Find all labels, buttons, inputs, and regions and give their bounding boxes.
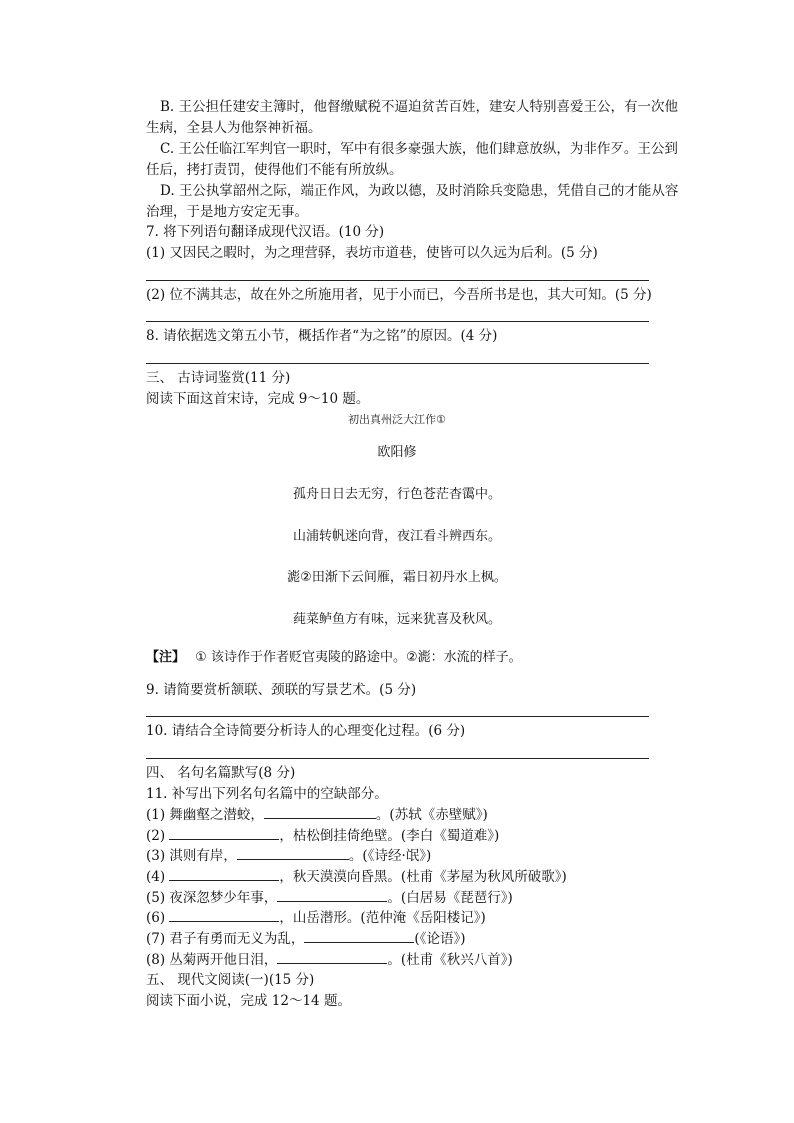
question-11: 11. 补写出下列名句名篇中的空缺部分。: [146, 786, 388, 802]
question-7-sentence-1: (1) 又因民之暇时，为之理营驿，表坊市道巷，使皆可以久远为后利。(5 分): [146, 245, 598, 261]
fill-blank[interactable]: [264, 804, 376, 819]
section-5-intro: 阅读下面小说，完成 12～14 题。: [146, 993, 351, 1009]
option-c-line1: C. 王公任临江军判官一职时，军中有很多豪强大族，他们肆意放纵，为非作歹。王公到: [160, 141, 678, 157]
section-4-heading: 四、 名句名篇默写(8 分): [146, 765, 296, 781]
fill-item-3: [146, 845, 431, 866]
fill-blank[interactable]: [277, 949, 387, 964]
fill-item-suffix: 。(苏轼《赤壁赋》): [375, 807, 488, 823]
question-8: 8. 请依据选文第五小节，概括作者“为之铭”的原因。(4 分): [146, 328, 498, 344]
answer-line: [146, 716, 649, 717]
fill-item-4: [146, 866, 567, 887]
fill-item-prefix: (3) 淇则有岸，: [146, 848, 237, 864]
fill-item-prefix: (5) 夜深忽梦少年事，: [146, 890, 278, 906]
fill-item-prefix: (7) 君子有勇而无义为乱，: [146, 931, 305, 947]
poem-note: [146, 648, 522, 668]
fill-item-prefix: (2): [146, 828, 170, 844]
option-c-line2: 任后，拷打责罚，使得他们不能有所放纵。: [146, 162, 403, 178]
fill-item-suffix: ，秋天漠漠向昏黑。(杜甫《茅屋为秋风所破歌》): [279, 869, 567, 885]
poem-author: 欧阳修: [377, 445, 417, 460]
section-3-heading: 三、 古诗词鉴赏(11 分): [146, 370, 291, 386]
fill-item-1: [146, 804, 488, 825]
fill-item-suffix: 。(《诗经·氓》): [348, 848, 432, 864]
fill-blank[interactable]: [169, 907, 279, 922]
answer-line: [146, 321, 649, 322]
question-7-title: 7. 将下列语句翻译成现代汉语。(10 分): [146, 224, 385, 240]
note-text: ① 该诗作于作者贬官夷陵的路途中。②滮：水流的样子。: [195, 650, 522, 665]
answer-line: [146, 758, 649, 759]
answer-line: [146, 280, 649, 281]
section-5-heading: 五、 现代文阅读(一)(15 分): [146, 972, 315, 988]
fill-item-suffix: ，枯松倒挂倚绝壁。(李白《蜀道难》): [279, 828, 500, 844]
poem-line-3: 滮②田渐下云间雁，霜日初丹水上枫。: [287, 570, 507, 585]
fill-blank[interactable]: [304, 928, 414, 943]
question-9: 9. 请简要赏析颔联、颈联的写景艺术。(5 分): [146, 682, 417, 698]
fill-item-8: [146, 949, 513, 970]
poem-line-4: 莼菜鲈鱼方有味，远来犹喜及秋风。: [292, 612, 501, 627]
poem-line-1: 孤舟日日去无穷，行色苍茫杳霭中。: [292, 487, 501, 502]
fill-item-prefix: (4): [146, 869, 170, 885]
fill-item-suffix: ，山岳潜形。(范仲淹《岳阳楼记》): [279, 910, 486, 926]
fill-item-6: [146, 907, 486, 928]
question-7-sentence-2: (2) 位不满其志，故在外之所施用者，见于小而已，今吾所书是也，其大可知。(5 分): [146, 287, 652, 303]
option-b-line2: 生病，全县人为他祭神祈福。: [146, 120, 322, 136]
fill-item-prefix: (8) 丛菊两开他日泪，: [146, 952, 278, 968]
fill-item-suffix: 。(杜甫《秋兴八首》): [387, 952, 513, 968]
note-label: 【注】: [146, 650, 186, 665]
fill-blank[interactable]: [169, 866, 279, 881]
fill-item-2: [146, 825, 499, 846]
fill-item-7: [146, 928, 465, 949]
answer-line: [146, 363, 649, 364]
poem-title: 初出真州泛大江作①: [348, 413, 446, 426]
fill-item-suffix: (《论语》): [414, 931, 466, 947]
section-3-intro: 阅读下面这首宋诗，完成 9～10 题。: [146, 391, 370, 407]
fill-item-prefix: (1) 舞幽壑之潜蛟，: [146, 807, 264, 823]
fill-item-5: [146, 887, 513, 908]
option-b-line1: B. 王公担任建安主簿时，他督缴赋税不逼迫贫苦百姓，建安人特别喜爱王公，有一次他: [160, 99, 679, 115]
fill-blank[interactable]: [169, 825, 279, 840]
fill-blank[interactable]: [277, 887, 387, 902]
fill-item-prefix: (6): [146, 910, 170, 926]
option-d-line2: 治理，于是地方安定无事。: [146, 204, 308, 220]
fill-item-suffix: 。(白居易《琵琶行》): [387, 890, 513, 906]
poem-line-2: 山浦转帆迷向背，夜江看斗辨西东。: [292, 529, 501, 544]
option-d-line1: D. 王公执掌韶州之际，端正作风，为政以德，及时消除兵变隐患，凭借自己的才能从容: [160, 183, 679, 199]
fill-blank[interactable]: [237, 845, 349, 860]
question-10: 10. 请结合全诗简要分析诗人的心理变化过程。(6 分): [146, 723, 466, 739]
